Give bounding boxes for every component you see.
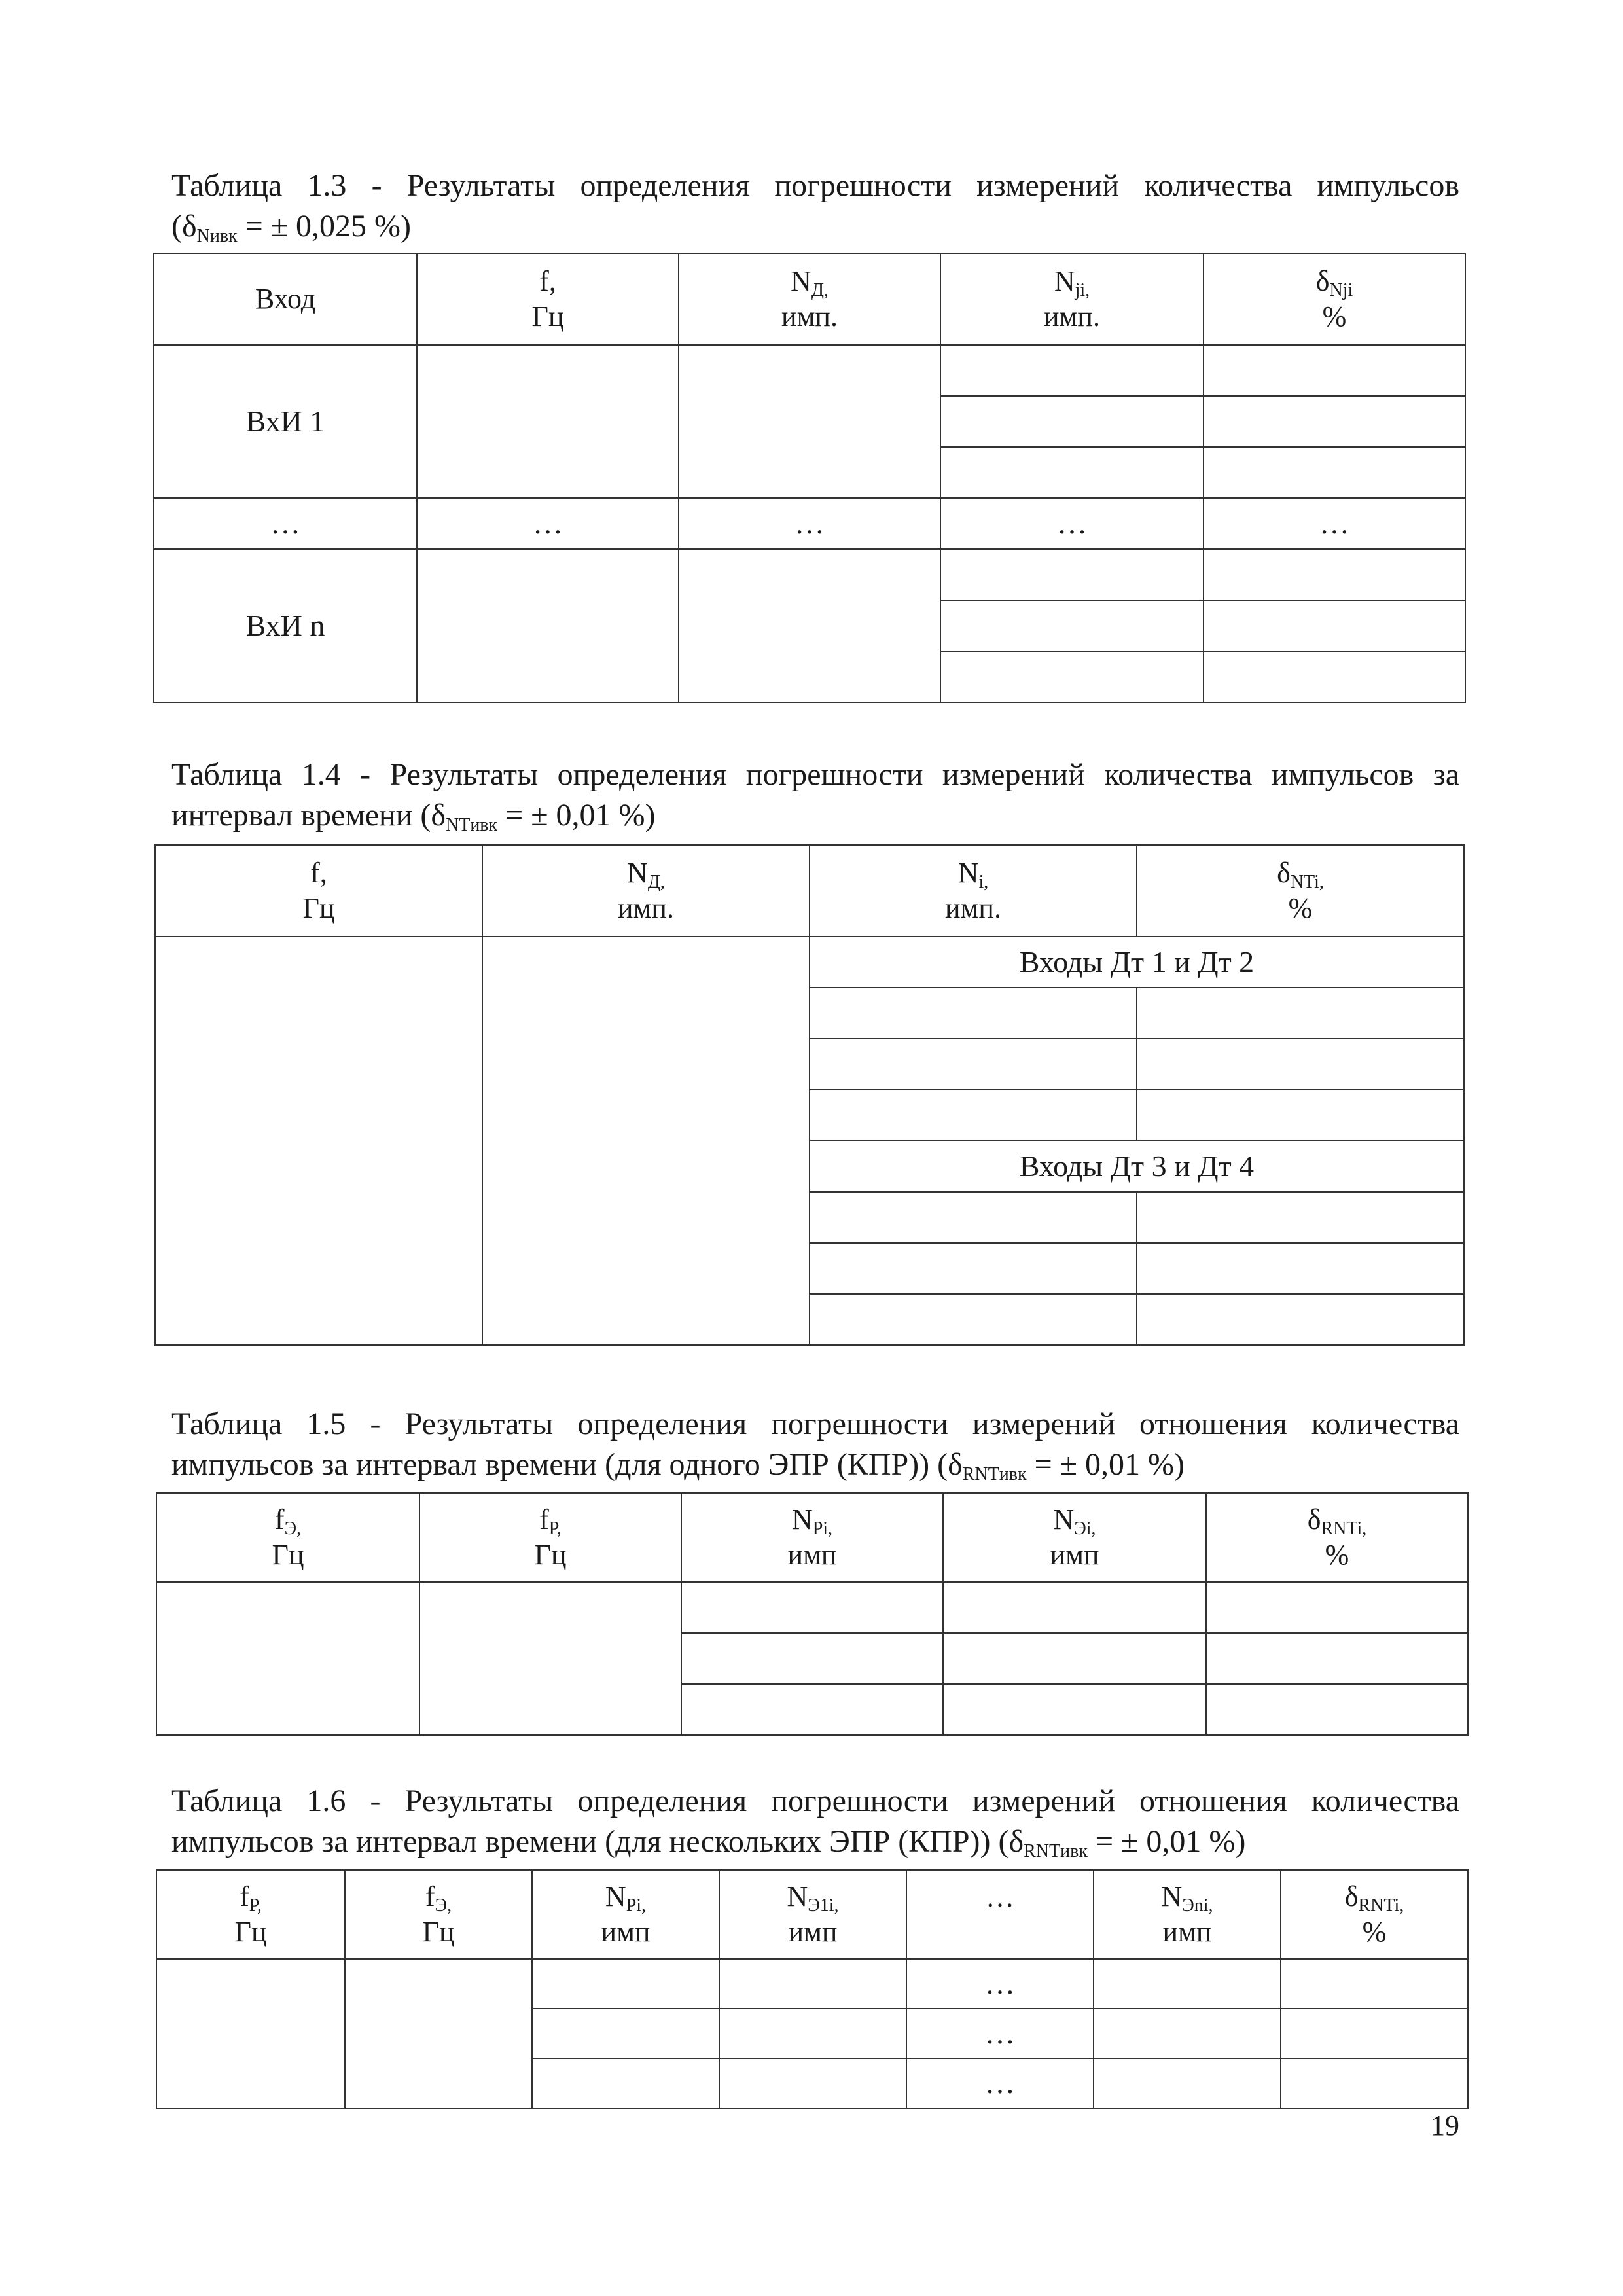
table-cell bbox=[1137, 988, 1464, 1039]
table-cell bbox=[1094, 2009, 1281, 2058]
table-cell bbox=[940, 549, 1204, 600]
table-cell bbox=[417, 345, 679, 498]
table-cell bbox=[810, 1039, 1137, 1090]
table-cell bbox=[419, 1582, 681, 1735]
header-nd: $N_{Д,}$ имп. bbox=[679, 253, 940, 345]
table-cell bbox=[810, 988, 1137, 1039]
table-cell bbox=[719, 2009, 906, 2058]
table-cell bbox=[1094, 1959, 1281, 2009]
table-row-ellipsis bbox=[154, 498, 1465, 549]
table-cell bbox=[719, 1959, 906, 2009]
table-1-4-caption-line1: Таблица 1.4 - Результаты определения погрешности измерений количества импульсов за bbox=[171, 757, 1459, 792]
table-row bbox=[156, 1582, 1468, 1633]
table-1-6-caption-line1: Таблица 1.6 - Результаты определения погрешности измерений отношения количества bbox=[171, 1784, 1459, 1818]
table-cell bbox=[345, 1959, 532, 2108]
table-cell bbox=[1206, 1582, 1468, 1633]
group-label-dt1-dt2: Входы Дт 1 и Дт 2 bbox=[810, 937, 1464, 988]
table-cell bbox=[417, 549, 679, 702]
table-header-row bbox=[156, 1493, 1468, 1582]
table-cell bbox=[810, 1090, 1137, 1141]
table-1-3-caption-line2: ($\delta_{Nивк}$ = ± 0,025 %) bbox=[171, 209, 412, 246]
row-label-vhi-1: ВхИ 1 bbox=[154, 345, 417, 498]
header-vhod: Вход bbox=[154, 253, 417, 345]
table-cell bbox=[1281, 2009, 1468, 2058]
table-row bbox=[154, 345, 1465, 396]
table-cell bbox=[1204, 396, 1465, 447]
ellipsis: … bbox=[1204, 498, 1465, 549]
header-nd: $N_{Д,}$ имп. bbox=[482, 845, 810, 937]
table-cell bbox=[679, 345, 940, 498]
ellipsis: … bbox=[154, 498, 417, 549]
header-ne1i: $N_{Э1i,}$ имп bbox=[719, 1870, 906, 1959]
table-cell bbox=[1137, 1192, 1464, 1243]
table-cell bbox=[1204, 651, 1465, 702]
table-cell bbox=[940, 396, 1204, 447]
table-cell bbox=[943, 1684, 1206, 1735]
table-cell bbox=[940, 651, 1204, 702]
table-header-row bbox=[156, 1870, 1468, 1959]
table-cell bbox=[681, 1582, 943, 1633]
table-cell bbox=[532, 1959, 719, 2009]
header-ellipsis: … bbox=[906, 1870, 1094, 1959]
page-number: 19 bbox=[1431, 2109, 1459, 2142]
table-cell bbox=[1206, 1633, 1468, 1684]
table-cell bbox=[155, 937, 482, 1345]
table-cell bbox=[1281, 1959, 1468, 2009]
header-fe: $f_{Э,}$ Гц bbox=[345, 1870, 532, 1959]
table-row-group bbox=[155, 937, 1464, 988]
table-cell bbox=[1204, 447, 1465, 498]
ellipsis: … bbox=[417, 498, 679, 549]
header-npi: $N_{Pi,}$ имп bbox=[681, 1493, 943, 1582]
table-cell bbox=[1137, 1039, 1464, 1090]
table-cell bbox=[156, 1582, 419, 1735]
header-fp: $f_{Р,}$ Гц bbox=[419, 1493, 681, 1582]
row-label-vhi-n: ВхИ n bbox=[154, 549, 417, 702]
header-nji: $N_{ji,}$ имп. bbox=[940, 253, 1204, 345]
header-fe: $f_{Э,}$ Гц bbox=[156, 1493, 419, 1582]
table-cell bbox=[532, 2009, 719, 2058]
table-cell bbox=[1094, 2058, 1281, 2108]
header-delta-nti: $\delta_{NTi,}$ % bbox=[1137, 845, 1464, 937]
header-ni: $N_{i,}$ имп. bbox=[810, 845, 1137, 937]
header-delta-rnti: $\delta_{RNTi,}$ % bbox=[1281, 1870, 1468, 1959]
table-cell bbox=[943, 1582, 1206, 1633]
header-f: f, Гц bbox=[155, 845, 482, 937]
table-cell bbox=[1137, 1243, 1464, 1294]
header-delta-rnti: $\delta_{RNTi,}$ % bbox=[1206, 1493, 1468, 1582]
table-cell bbox=[532, 2058, 719, 2108]
table-cell bbox=[1281, 2058, 1468, 2108]
table-cell bbox=[681, 1684, 943, 1735]
ellipsis: … bbox=[906, 2009, 1094, 2058]
table-cell bbox=[943, 1633, 1206, 1684]
table-row bbox=[156, 1959, 1468, 2009]
header-fp: $f_{Р,}$ Гц bbox=[156, 1870, 345, 1959]
table-cell bbox=[719, 2058, 906, 2108]
table-1-6-caption-line2: импульсов за интервал времени (для нескольких ЭПР (КПР)) ($\delta_{RNTивк}$ = ± 0,01 %) bbox=[171, 1824, 1246, 1861]
table-header-row bbox=[154, 253, 1465, 345]
header-f: f, Гц bbox=[417, 253, 679, 345]
table-cell bbox=[940, 345, 1204, 396]
table-cell bbox=[940, 447, 1204, 498]
header-nei: $N_{Эi,}$ имп bbox=[943, 1493, 1206, 1582]
table-cell bbox=[810, 1294, 1137, 1345]
table-1-5-caption-line2: импульсов за интервал времени (для одного ЭПР (КПР)) ($\delta_{RNTивк}$ = ± 0,01 %) bbox=[171, 1447, 1185, 1484]
ellipsis: … bbox=[906, 2058, 1094, 2108]
table-cell bbox=[1204, 600, 1465, 651]
table-cell bbox=[681, 1633, 943, 1684]
table-cell bbox=[679, 549, 940, 702]
ellipsis: … bbox=[940, 498, 1204, 549]
ellipsis: … bbox=[906, 1959, 1094, 2009]
table-1-5 bbox=[156, 1492, 1469, 1736]
table-cell bbox=[810, 1192, 1137, 1243]
table-cell bbox=[1137, 1090, 1464, 1141]
table-1-3-caption-line1: Таблица 1.3 - Результаты определения погрешности измерений количества импульсов bbox=[171, 168, 1459, 203]
table-cell bbox=[1206, 1684, 1468, 1735]
table-header-row bbox=[155, 845, 1464, 937]
table-cell bbox=[482, 937, 810, 1345]
group-label-dt3-dt4: Входы Дт 3 и Дт 4 bbox=[810, 1141, 1464, 1192]
table-cell bbox=[1204, 345, 1465, 396]
header-neni: $N_{Эni,}$ имп bbox=[1094, 1870, 1281, 1959]
table-row bbox=[154, 549, 1465, 600]
table-1-4-caption-line2: интервал времени ($\delta_{NTивк}$ = ± 0,01 %) bbox=[171, 798, 656, 835]
table-1-4 bbox=[154, 844, 1465, 1346]
table-1-6 bbox=[156, 1869, 1469, 2109]
table-cell bbox=[156, 1959, 345, 2108]
table-cell bbox=[1137, 1294, 1464, 1345]
header-npi: $N_{Pi,}$ имп bbox=[532, 1870, 719, 1959]
header-delta-nji: $\delta_{Nji}$ % bbox=[1204, 253, 1465, 345]
table-1-5-caption-line1: Таблица 1.5 - Результаты определения погрешности измерений отношения количества bbox=[171, 1407, 1459, 1441]
ellipsis: … bbox=[679, 498, 940, 549]
table-cell bbox=[940, 600, 1204, 651]
table-1-3 bbox=[153, 253, 1466, 703]
table-cell bbox=[810, 1243, 1137, 1294]
table-cell bbox=[1204, 549, 1465, 600]
